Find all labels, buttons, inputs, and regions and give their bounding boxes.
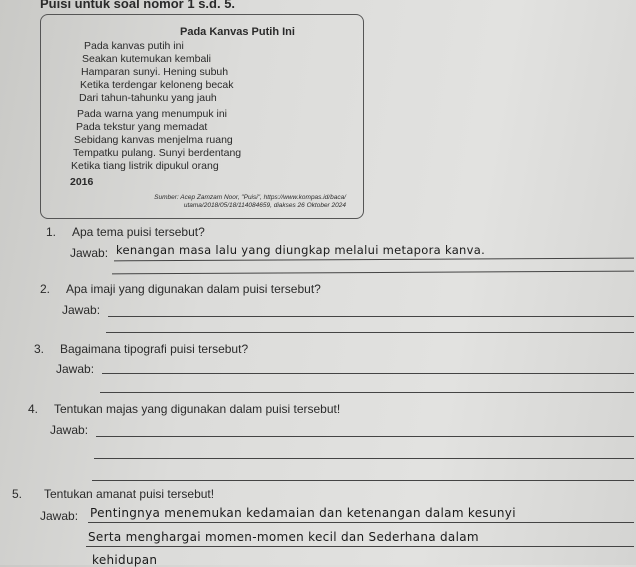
question-number: 5. bbox=[12, 487, 23, 501]
poem-source: utama/2018/05/18/114084659, diakses 26 Oktober 2024 bbox=[183, 202, 346, 209]
poem-year: 2016 bbox=[70, 176, 94, 188]
poem-line: Tempatku pulang. Sunyi berdentang bbox=[73, 147, 242, 159]
answer-line bbox=[88, 522, 634, 523]
answer-text[interactable]: kenangan masa lalu yang diungkap melalui metapora kanva. bbox=[116, 243, 486, 257]
question-text: Tentukan amanat puisi tersebut! bbox=[44, 487, 215, 501]
answer-text[interactable]: kehidupan bbox=[92, 553, 158, 567]
answer-line bbox=[94, 458, 634, 459]
question-text: Apa tema puisi tersebut? bbox=[72, 225, 205, 239]
section-header: Puisi untuk soal nomor 1 s.d. 5. bbox=[40, 0, 236, 11]
answer-line bbox=[108, 316, 634, 317]
poem-line: Ketika terdengar keloneng becak bbox=[80, 79, 234, 91]
answer-text[interactable]: Pentingnya menemukan kedamaian dan ketenangan dalam kesunyi bbox=[90, 506, 516, 520]
poem-line: Ketika tiang listrik dipukul orang bbox=[71, 160, 219, 172]
answer-text[interactable]: Serta menghargai momen-momen kecil dan Sederhana dalam bbox=[88, 530, 479, 544]
question-number: 2. bbox=[40, 282, 51, 296]
answer-line bbox=[102, 373, 634, 374]
question-text: Bagaimana tipografi puisi tersebut? bbox=[60, 342, 249, 356]
question-number: 1. bbox=[46, 225, 57, 239]
poem-source: Sumber: Acep Zamzam Noor, "Puisi", https://www.kompas.id/baca/ bbox=[154, 194, 346, 201]
poem-line: Pada tekstur yang memadat bbox=[76, 121, 208, 133]
answer-line bbox=[114, 258, 634, 262]
poem-line: Pada warna yang menumpuk ini bbox=[77, 108, 228, 120]
poem-line: Sebidang kanvas menjelma ruang bbox=[74, 134, 233, 146]
question-number: 4. bbox=[28, 402, 39, 416]
answer-line bbox=[86, 546, 634, 547]
answer-line bbox=[92, 480, 634, 481]
answer-label: Jawab: bbox=[56, 362, 95, 376]
question-number: 3. bbox=[34, 342, 45, 356]
answer-label: Jawab: bbox=[70, 246, 109, 260]
answer-line bbox=[112, 271, 634, 275]
question-text: Apa imaji yang digunakan dalam puisi tersebut? bbox=[66, 282, 321, 296]
answer-line bbox=[96, 436, 634, 437]
answer-label: Jawab: bbox=[50, 423, 89, 437]
question-text: Tentukan majas yang digunakan dalam puisi tersebut! bbox=[54, 402, 341, 416]
poem-title: Pada Kanvas Putih Ini bbox=[180, 26, 295, 38]
answer-label: Jawab: bbox=[62, 303, 101, 317]
answer-label: Jawab: bbox=[40, 509, 79, 523]
poem-line: Seakan kutemukan kembali bbox=[82, 53, 211, 65]
poem-line: Dari tahun-tahunku yang jauh bbox=[79, 92, 217, 104]
answer-line bbox=[106, 332, 634, 333]
poem-line: Hamparan sunyi. Hening subuh bbox=[81, 66, 229, 78]
poem-line: Pada kanvas putih ini bbox=[84, 40, 184, 52]
answer-line bbox=[100, 392, 634, 393]
